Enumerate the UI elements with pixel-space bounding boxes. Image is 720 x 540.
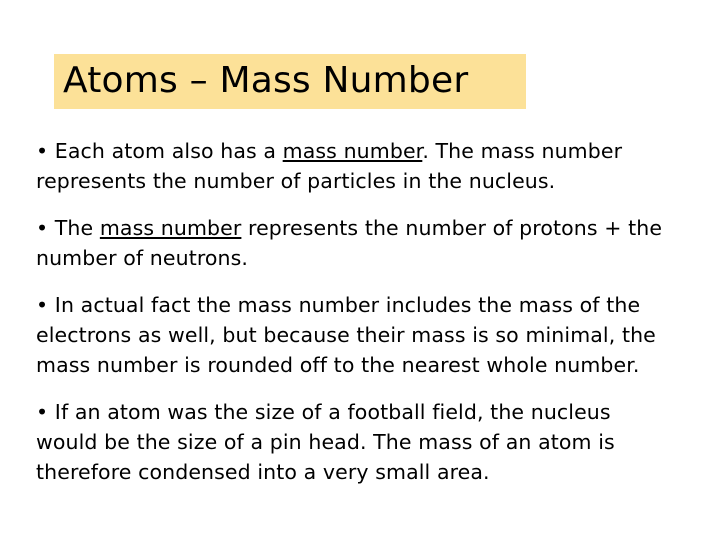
bullet-paragraph-3: [36, 290, 666, 380]
bullet-1-underlined-term: mass number: [282, 139, 423, 163]
bullet-2-text-b: represents the number of protons + the number of neutrons.: [36, 216, 663, 270]
bullet-paragraph-4: [36, 397, 666, 487]
bullet-1-text-b: . The mass number represents the number of particles in the nucleus.: [36, 139, 623, 193]
bullet-3-text: • In actual fact the mass number includes the mass of the electrons as well, but because their mass is so minimal, the mass number is rounded off to the nearest whole number.: [36, 293, 656, 377]
bullet-paragraph-1: [36, 136, 666, 196]
bullet-1-text-a: • Each atom also has a: [36, 139, 283, 163]
bullet-2-underlined-term: mass number: [99, 216, 242, 240]
bullet-paragraph-2: [36, 213, 666, 273]
title-box: [54, 54, 526, 109]
slide-title: Atoms – Mass Number: [63, 60, 469, 101]
bullet-list: [36, 136, 666, 504]
bullet-2-text-a: • The: [36, 216, 100, 240]
bullet-4-text: • If an atom was the size of a football field, the nucleus would be the size of a pin head. The mass of an atom is therefore condensed into a very small area.: [36, 400, 615, 484]
